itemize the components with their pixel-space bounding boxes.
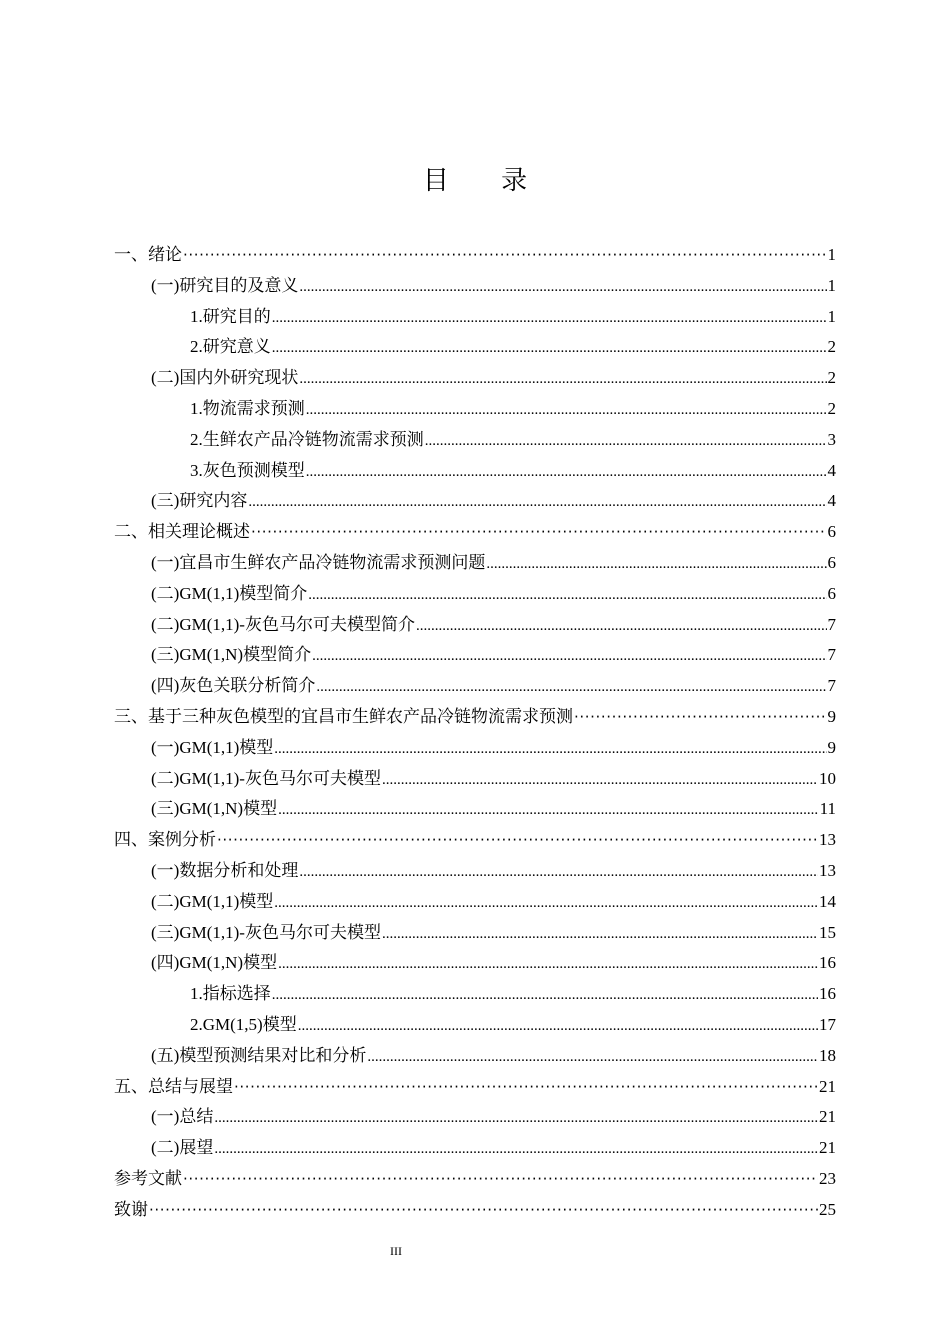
toc-dot-leader bbox=[149, 1195, 818, 1226]
toc-title: 目 录 bbox=[422, 166, 550, 196]
toc-entry-page: 23 bbox=[819, 1168, 836, 1188]
toc-dot-leader bbox=[183, 240, 827, 271]
toc-entry-label: 1.物流需求预测 bbox=[190, 398, 305, 418]
toc-entry-label: 参考文献 bbox=[114, 1168, 182, 1189]
toc-entry[interactable] bbox=[114, 240, 836, 271]
toc-entry[interactable] bbox=[114, 794, 836, 825]
toc-dot-leader bbox=[299, 363, 826, 395]
toc-entry[interactable] bbox=[114, 517, 836, 548]
toc-dot-leader bbox=[298, 1010, 818, 1042]
toc-entry-page: 13 bbox=[819, 860, 836, 880]
toc-entry-label: 1.指标选择 bbox=[190, 984, 271, 1004]
toc-entry[interactable] bbox=[114, 948, 836, 979]
toc-entry[interactable] bbox=[114, 764, 836, 795]
toc-entry-page: 10 bbox=[819, 768, 836, 788]
toc-entry[interactable] bbox=[114, 887, 836, 918]
toc-dot-leader bbox=[214, 1102, 818, 1134]
toc-dot-leader bbox=[272, 979, 818, 1011]
toc-dot-leader bbox=[217, 825, 818, 856]
toc-entry[interactable] bbox=[114, 610, 836, 641]
toc-entry-page: 7 bbox=[827, 676, 836, 696]
toc-entry-label: (三)研究内容 bbox=[151, 491, 248, 511]
toc-entry-page: 21 bbox=[819, 1076, 836, 1096]
toc-entry-label: 致谢 bbox=[114, 1199, 148, 1220]
toc-dot-leader bbox=[312, 640, 826, 672]
toc-entry-label: (四)灰色关联分析简介 bbox=[151, 676, 316, 696]
toc-entry-label: (二)国内外研究现状 bbox=[151, 368, 299, 388]
toc-entry-label: 二、相关理论概述 bbox=[114, 522, 250, 543]
toc-dot-leader bbox=[306, 456, 827, 488]
toc-entry-label: (一)研究目的及意义 bbox=[151, 275, 299, 295]
toc-dot-leader bbox=[316, 671, 826, 703]
toc-dot-leader bbox=[574, 702, 827, 733]
toc-entry-label: 五、总结与展望 bbox=[114, 1076, 233, 1097]
toc-entry[interactable] bbox=[114, 579, 836, 610]
toc-dot-leader bbox=[274, 887, 818, 919]
toc-entry-page: 2 bbox=[827, 337, 836, 357]
toc-entry-label: (一)宜昌市生鲜农产品冷链物流需求预测问题 bbox=[151, 552, 486, 572]
toc-entry-label: 一、绪论 bbox=[114, 245, 182, 265]
toc-entry-page: 9 bbox=[827, 706, 836, 726]
toc-entry[interactable] bbox=[114, 1010, 836, 1041]
toc-entry-page: 25 bbox=[819, 1199, 836, 1219]
toc-entry[interactable] bbox=[114, 363, 836, 394]
toc-entry-label: (三)GM(1,1)-灰色马尔可夫模型 bbox=[151, 922, 381, 942]
toc-entry-page: 6 bbox=[827, 552, 836, 572]
toc-entry-label: 2.生鲜农产品冷链物流需求预测 bbox=[190, 429, 424, 449]
toc-entry[interactable] bbox=[114, 332, 836, 363]
toc-entry-page: 16 bbox=[819, 953, 836, 973]
toc-entry-label: (五)模型预测结果对比和分析 bbox=[151, 1045, 367, 1065]
toc-entry[interactable] bbox=[114, 979, 836, 1010]
toc-entry-page: 13 bbox=[819, 830, 836, 850]
toc-entry-page: 1 bbox=[827, 245, 836, 264]
toc-entry-page: 17 bbox=[819, 1014, 836, 1034]
toc-entry-page: 7 bbox=[827, 645, 836, 665]
toc-entry-label: 1.研究目的 bbox=[190, 306, 271, 326]
toc-entry-page: 4 bbox=[827, 460, 836, 480]
toc-entry-label: (四)GM(1,N)模型 bbox=[151, 953, 278, 973]
toc-dot-leader bbox=[382, 918, 818, 950]
table-of-contents bbox=[114, 240, 836, 1226]
toc-entry[interactable] bbox=[114, 733, 836, 764]
toc-dot-leader bbox=[367, 1041, 818, 1073]
toc-entry[interactable] bbox=[114, 548, 836, 579]
toc-dot-leader bbox=[272, 302, 827, 334]
toc-entry[interactable] bbox=[114, 1041, 836, 1072]
toc-dot-leader bbox=[306, 394, 827, 426]
toc-entry[interactable] bbox=[114, 671, 836, 702]
toc-entry[interactable] bbox=[114, 302, 836, 333]
toc-dot-leader bbox=[486, 548, 826, 580]
toc-entry-label: (一)数据分析和处理 bbox=[151, 860, 299, 880]
toc-entry-label: (二)展望 bbox=[151, 1138, 214, 1158]
toc-entry-label: (三)GM(1,N)模型简介 bbox=[151, 645, 312, 665]
toc-dot-leader bbox=[274, 733, 826, 765]
toc-dot-leader bbox=[272, 332, 827, 364]
toc-dot-leader bbox=[183, 1164, 818, 1195]
toc-dot-leader bbox=[299, 856, 818, 888]
toc-dot-leader bbox=[278, 948, 818, 980]
toc-entry-page: 2 bbox=[827, 368, 836, 388]
toc-entry-label: (二)GM(1,1)模型简介 bbox=[151, 583, 308, 603]
toc-entry[interactable] bbox=[114, 486, 836, 517]
toc-entry[interactable] bbox=[114, 856, 836, 887]
toc-dot-leader bbox=[248, 486, 826, 518]
toc-entry[interactable] bbox=[114, 1102, 836, 1133]
toc-entry-page: 9 bbox=[827, 737, 836, 757]
toc-dot-leader bbox=[299, 271, 826, 303]
page-number: III bbox=[390, 1244, 402, 1258]
toc-entry[interactable] bbox=[114, 1164, 836, 1195]
toc-dot-leader bbox=[308, 579, 826, 611]
toc-entry-page: 2 bbox=[827, 398, 836, 418]
toc-entry-label: 2.研究意义 bbox=[190, 337, 271, 357]
toc-entry-page: 15 bbox=[819, 922, 836, 942]
toc-entry[interactable] bbox=[114, 425, 836, 456]
toc-entry[interactable] bbox=[114, 271, 836, 302]
toc-dot-leader bbox=[382, 764, 818, 796]
toc-entry-page: 1 bbox=[827, 275, 836, 295]
toc-entry-label: 三、基于三种灰色模型的宜昌市生鲜农产品冷链物流需求预测 bbox=[114, 706, 573, 727]
toc-entry-page: 18 bbox=[819, 1045, 836, 1065]
toc-dot-leader bbox=[416, 610, 827, 642]
toc-entry-label: (三)GM(1,N)模型 bbox=[151, 799, 278, 819]
toc-entry[interactable] bbox=[114, 918, 836, 949]
toc-entry-label: (二)GM(1,1)模型 bbox=[151, 891, 274, 911]
toc-entry-page: 4 bbox=[827, 491, 836, 511]
toc-dot-leader bbox=[251, 517, 827, 548]
toc-entry[interactable] bbox=[114, 1072, 836, 1103]
toc-entry[interactable] bbox=[114, 640, 836, 671]
toc-dot-leader bbox=[234, 1072, 818, 1103]
toc-dot-leader bbox=[425, 425, 827, 457]
toc-entry[interactable] bbox=[114, 1195, 836, 1226]
toc-entry-page: 7 bbox=[827, 614, 836, 634]
toc-entry-page: 11 bbox=[819, 799, 836, 819]
toc-entry-page: 16 bbox=[819, 984, 836, 1004]
toc-entry-label: (二)GM(1,1)-灰色马尔可夫模型 bbox=[151, 768, 381, 788]
toc-entry-page: 3 bbox=[827, 429, 836, 449]
toc-entry[interactable] bbox=[114, 1133, 836, 1164]
toc-entry[interactable] bbox=[114, 702, 836, 733]
toc-entry-label: 四、案例分析 bbox=[114, 830, 216, 851]
toc-entry-page: 6 bbox=[827, 583, 836, 603]
toc-entry[interactable] bbox=[114, 394, 836, 425]
toc-entry-page: 21 bbox=[819, 1138, 836, 1158]
toc-entry-page: 14 bbox=[819, 891, 836, 911]
toc-entry-label: 2.GM(1,5)模型 bbox=[190, 1014, 297, 1034]
toc-entry-label: (一)GM(1,1)模型 bbox=[151, 737, 274, 757]
toc-entry[interactable] bbox=[114, 825, 836, 856]
toc-entry-label: 3.灰色预测模型 bbox=[190, 460, 305, 480]
toc-entry-page: 1 bbox=[827, 306, 836, 326]
toc-entry-label: (二)GM(1,1)-灰色马尔可夫模型简介 bbox=[151, 614, 415, 634]
toc-entry-page: 21 bbox=[819, 1107, 836, 1127]
toc-entry-page: 6 bbox=[827, 522, 836, 542]
toc-entry[interactable] bbox=[114, 456, 836, 487]
toc-entry-label: (一)总结 bbox=[151, 1107, 214, 1127]
toc-dot-leader bbox=[214, 1133, 818, 1165]
toc-dot-leader bbox=[278, 794, 819, 826]
